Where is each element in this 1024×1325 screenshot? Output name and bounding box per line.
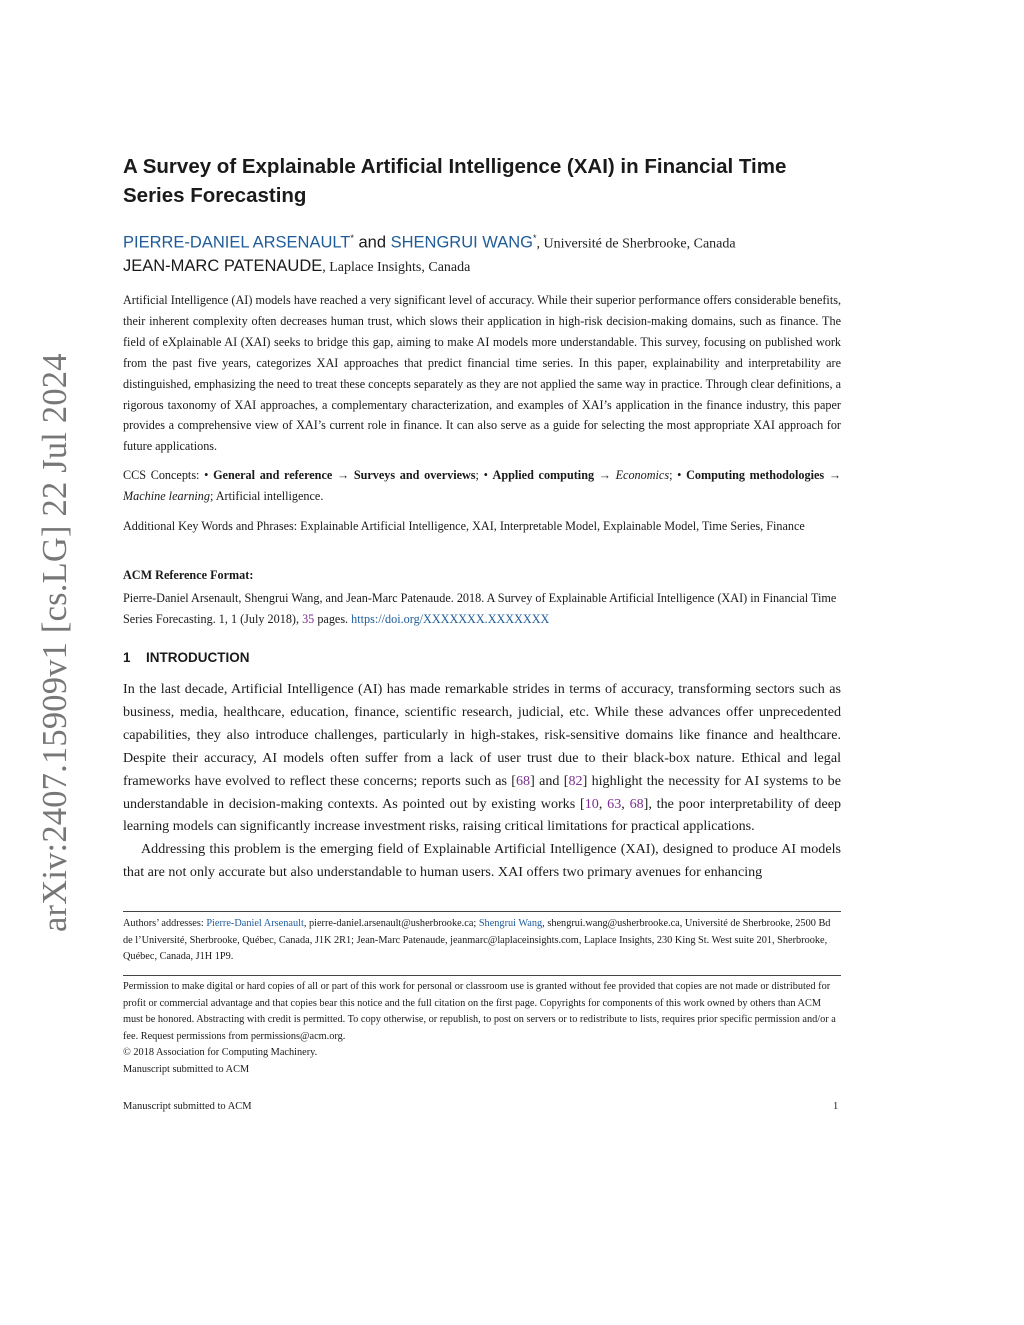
section-title: INTRODUCTION: [146, 650, 250, 665]
introduction-body: [123, 678, 841, 884]
footnote-prefix: Authors’ addresses:: [123, 918, 207, 929]
intro-text: ] highlight the necessity for AI systems to be understandable in decision-making contexts. As pointed out by existing works [: [123, 772, 841, 812]
author-link-arsenault-footnote[interactable]: Pierre-Daniel Arsenault: [206, 918, 304, 929]
citation-link[interactable]: 10: [584, 795, 599, 812]
affiliation: , Laplace Insights, Canada: [322, 260, 471, 275]
citation-link[interactable]: 68: [629, 795, 644, 812]
intro-paragraph-1: [123, 678, 841, 838]
author-line-2: [123, 255, 470, 279]
ccs-suffix: ; Artificial intelligence.: [210, 489, 324, 503]
author-and: and: [353, 233, 391, 252]
permission-divider: [123, 975, 841, 976]
footer-left: Manuscript submitted to ACM: [123, 1101, 252, 1112]
doi-link[interactable]: https://doi.org/XXXXXXX.XXXXXXX: [351, 612, 550, 626]
arxiv-stamp: arXiv:2407.15909v1 [cs.LG] 22 Jul 2024: [36, 353, 74, 932]
ccs-prefix: CCS Concepts: •: [123, 468, 214, 482]
pages-link[interactable]: 35: [302, 612, 315, 626]
author-mark: *: [350, 233, 354, 243]
author-line-1: [123, 227, 736, 256]
intro-text: ,: [621, 795, 630, 812]
citation-link[interactable]: 82: [568, 772, 583, 789]
intro-text: ], the poor interpretability of deep learning models can significantly increase investment risks, raising critical limitations for practical applications.: [123, 795, 842, 835]
footnote-text: , shengrui.wang@usherbrooke.ca, Université de Sherbrooke, 2500 Bd de l’Université, Sherbrooke, Québec, Canada, J1K 2R1; Jean-Marc Patenaude, jeanmarc@laplaceinsights.com, Laplace Insights, 230 King St. West suite 201, Sherbrooke, Québec, Canada, J1H 1P9.: [123, 918, 831, 963]
section-heading: [123, 650, 250, 665]
page-number: 1: [833, 1101, 839, 1112]
ccs-sep: ; •: [475, 468, 493, 482]
ccs-concept: Machine learning: [123, 489, 210, 503]
ccs-concept: General and reference: [213, 468, 333, 482]
footnote-divider: [123, 911, 841, 912]
reference-body: Pierre-Daniel Arsenault, Shengrui Wang, and Jean-Marc Patenaude. 2018. A Survey of Explainable Artificial Intelligence (XAI) in Financial Time Series Forecasting. 1, 1 (July 2018),: [123, 591, 837, 626]
ccs-arrow: →: [332, 468, 354, 482]
abstract: Artificial Intelligence (AI) models have reached a very significant level of accuracy. While their superior performance offers considerable benefits, their inherent complexity often decreases human trust, which slows their application in high-risk decision-making domains, such as finance. The field of eXplainable AI (XAI) seeks to bridge this gap, aiming to make AI models more understandable. This survey, focusing on published work from the past five years, categorizes XAI approaches that predict financial time series. In this paper, explainability and interpretability are distinguished, emphasizing the need to treat these concepts separately as they are not applied the same way in practice. Through clear definitions, a rigorous taxonomy of XAI approaches, a complementary characterization, and examples of XAI’s application in the finance industry, this paper provides a comprehensive view of XAI’s current role in finance. It can also serve as a guide for selecting the most appropriate XAI approach for future applications.: [123, 293, 841, 454]
ccs-concept: Computing methodologies: [686, 468, 825, 482]
author-mark: *: [533, 233, 537, 243]
acm-reference-heading: ACM Reference Format:: [123, 568, 254, 582]
citation-link[interactable]: 68: [516, 772, 531, 789]
affiliation: , Université de Sherbrooke, Canada: [536, 236, 736, 252]
pages-suffix: pages.: [314, 612, 352, 626]
ccs-arrow: →: [594, 468, 616, 482]
intro-paragraph-2: Addressing this problem is the emerging field of Explainable Artificial Intelligence (XAI), designed to produce AI models that are not only accurate but also understandable to human users. XAI offers two primary avenues for enhancing: [123, 841, 841, 881]
author-patenaude: JEAN-MARC PATENAUDE: [123, 257, 323, 275]
acm-reference-text: [123, 588, 841, 630]
intro-text: In the last decade, Artificial Intelligence (AI) has made remarkable strides in terms of accuracy, transforming sectors such as business, media, healthcare, education, finance, scientific research, judicial, etc. While these advances offer unprecedented capabilities, they also introduce challenges, particularly in high-stakes, risk-sensitive domains like finance and healthcare. Despite their accuracy, AI models often suffer from a lack of user trust due to their black-box nature. Ethical and legal frameworks have evolved to reflect these concerns; reports such as [: [123, 681, 841, 789]
ccs-sep: ; •: [669, 468, 687, 482]
ccs-concepts: [123, 465, 841, 507]
author-link-wang-footnote[interactable]: Shengrui Wang: [478, 918, 543, 929]
copyright-line: © 2018 Association for Computing Machinery.: [123, 1047, 318, 1059]
keywords: Additional Key Words and Phrases: Explainable Artificial Intelligence, XAI, Interpretable Model, Explainable Model, Time Series, Finance: [123, 519, 805, 533]
ccs-concept: Surveys and overviews: [353, 468, 476, 482]
citation-link[interactable]: 63: [607, 795, 622, 812]
permission-text: Permission to make digital or hard copies of all or part of this work for personal or classroom use is granted without fee provided that copies are not made or distributed for profit or commercial advantage and that copies bear this notice and the full citation on the first page. Copyrights for components of this work owned by others than ACM must be honored. Abstracting with credit is permitted. To copy otherwise, or republish, to post on servers or to redistribute to lists, requires prior specific permission and/or a fee. Request permissions from permissions@acm.org.: [123, 981, 836, 1042]
intro-text: ] and [: [530, 772, 569, 789]
intro-text: ,: [598, 795, 608, 812]
footnote-text: , pierre-daniel.arsenault@usherbrooke.ca;: [303, 918, 479, 929]
author-link-arsenault[interactable]: PIERRE-DANIEL ARSENAULT: [123, 233, 351, 252]
ccs-concept: Applied computing: [492, 468, 595, 482]
authors-addresses: [123, 916, 841, 966]
permission-notice: [123, 979, 841, 1079]
paper-title: A Survey of Explainable Artificial Intelligence (XAI) in Financial Time Series Forecasting: [123, 155, 787, 207]
ccs-concept: Economics: [615, 468, 670, 482]
ccs-arrow: →: [824, 468, 842, 482]
author-link-wang[interactable]: SHENGRUI WANG: [390, 233, 534, 252]
manuscript-line: Manuscript submitted to ACM: [123, 1063, 250, 1075]
section-number: 1: [123, 650, 131, 665]
